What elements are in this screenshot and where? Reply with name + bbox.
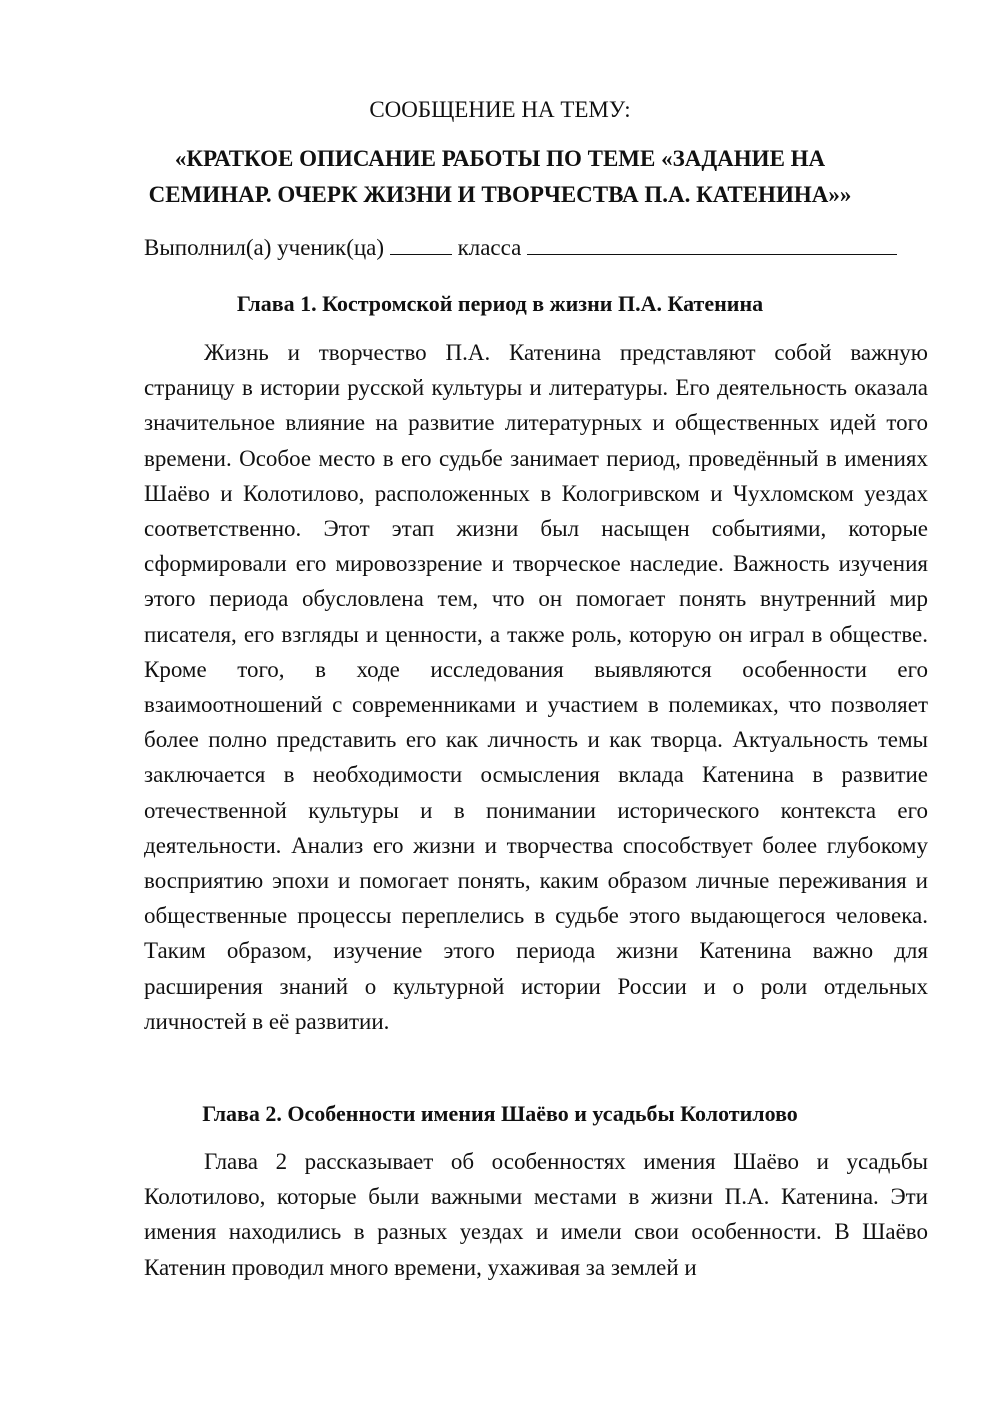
document-title-topic [0, 141, 1000, 212]
chapter2-paragraph: Глава 2 рассказывает об особенностях имения Шаёво и усадьбы Колотилово, которые были важными местами в жизни П.А. Катенина. Эти имения находились в разных уездах и имели свои особенности. В Шаёво Катенин проводил много времени, ухаживая за землей и [144, 1149, 928, 1280]
chapter1-heading: Глава 1. Костромской период в жизни П.А. Катенина [236, 291, 764, 316]
author-prefix: Выполнил(а) ученик(ца) [144, 235, 385, 260]
author-line [144, 230, 934, 265]
document-title-line1: СООБЩЕНИЕ НА ТЕМУ: [369, 97, 631, 122]
chapter2-heading: Глава 2. Особенности имения Шаёво и усадьбы Колотилово [202, 1101, 798, 1126]
name-blank [527, 232, 897, 255]
grade-blank [390, 232, 452, 255]
chapter1-paragraph: Жизнь и творчество П.А. Катенина представляют собой важную страницу в истории русской культуры и литературы. Его деятельность оказала значительное влияние на развитие литературных и общественных идей того времени. Особое место в его судьбе занимает период, проведённый в имениях Шаёво и Колотилово, расположенных в Кологривском и Чухломском уездах соответственно. Этот этап жизни был насыщен событиями, которые сформировали его мировоззрение и творческое наследие. Важность изучения этого периода обусловлена тем, что он помогает понять внутренний мир писателя, его взгляды и ценности, а также роль, которую он играл в обществе. Кроме того, в ходе исследования выявляются особенности его взаимоотношений с современниками и участием в полемиках, что позволяет более полно представить его как личность и как творца. Актуальность темы заключается в необходимости осмысления вклада Катенина в развитие отечественной культуры и в понимании исторического контекста его деятельности. Анализ его жизни и творчества способствует более глубокому восприятию эпохи и помогает понять, каким образом личные переживания и общественные процессы переплелись в судьбе этого выдающегося человека. Таким образом, изучение этого периода жизни Катенина важно для расширения знаний о культурной истории России и о роли отдельных личностей в её развитии. [144, 340, 928, 1034]
author-middle: класса [457, 235, 522, 260]
document-title-topic-text: «КРАТКОЕ ОПИСАНИЕ РАБОТЫ ПО ТЕМЕ «ЗАДАНИЕ НА СЕМИНАР. ОЧЕРК ЖИЗНИ И ТВОРЧЕСТВА П.А. КАТЕНИНА»» [148, 146, 852, 207]
